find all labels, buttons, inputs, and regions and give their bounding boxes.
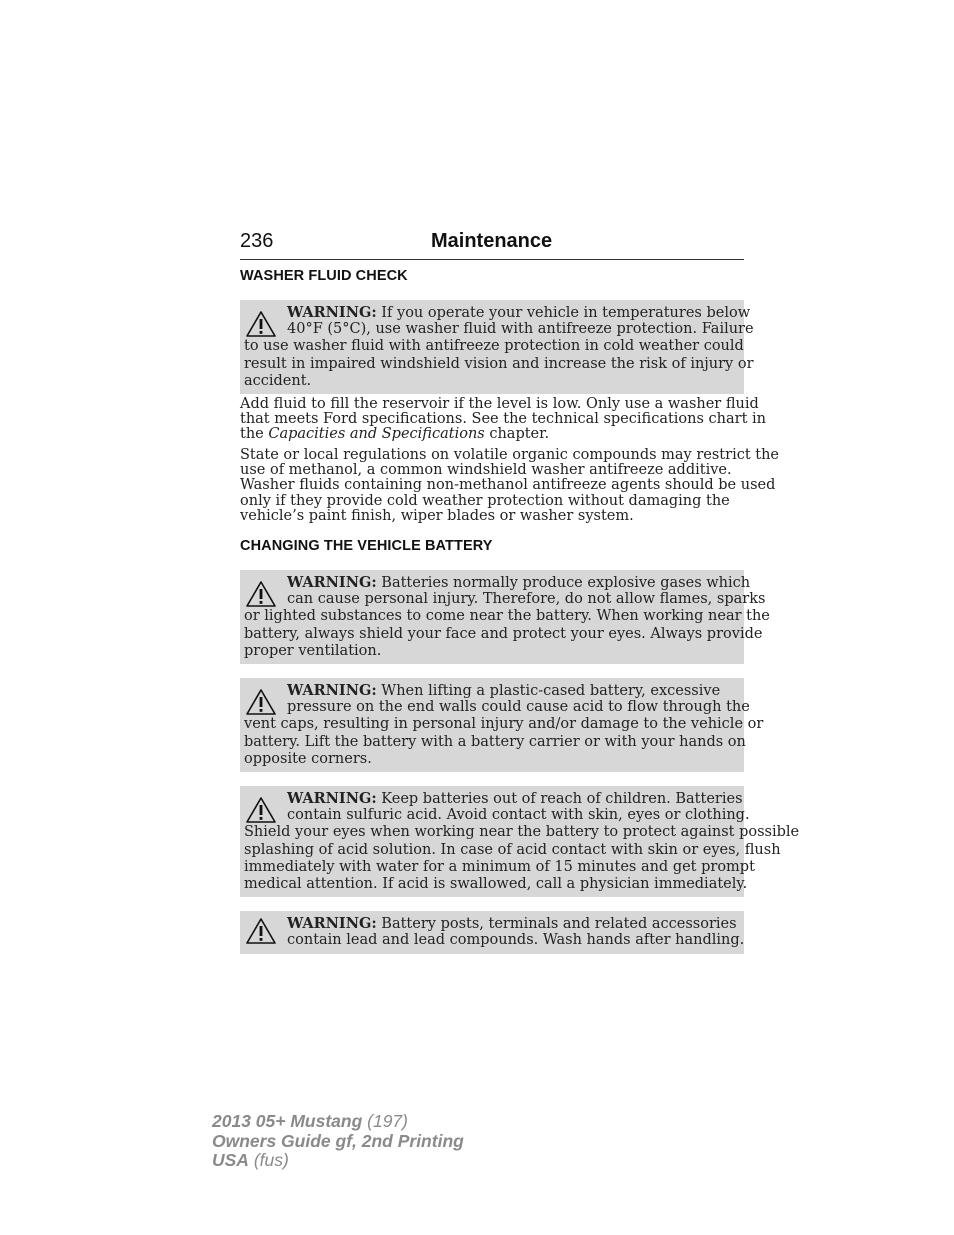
paragraph-line: vehicle’s paint finish, wiper blades or washer system. bbox=[240, 507, 634, 524]
warning-text: When lifting a plastic-cased battery, excessive bbox=[381, 683, 721, 699]
warning-box-lead bbox=[240, 911, 744, 954]
section-title-washer-fluid-check: WASHER FLUID CHECK bbox=[240, 268, 408, 284]
warning-text: If you operate your vehicle in temperatures below bbox=[381, 305, 751, 321]
footer-market-code: (fus) bbox=[248, 1150, 289, 1170]
warning-line: vent caps, resulting in personal injury and/or damage to the vehicle or bbox=[244, 716, 764, 733]
paragraph-line bbox=[240, 427, 744, 442]
warning-label: WARNING: bbox=[287, 304, 377, 321]
warning-text: Batteries normally produce explosive gases which bbox=[381, 575, 751, 591]
warning-line: medical attention. If acid is swallowed, call a physician immediately. bbox=[244, 875, 748, 892]
page-title: Maintenance bbox=[431, 230, 553, 252]
warning-line: pressure on the end walls could cause acid to flow through the bbox=[287, 699, 750, 716]
paragraph-line: State or local regulations on volatile organic compounds may restrict the bbox=[240, 447, 780, 463]
warning-line bbox=[244, 574, 751, 591]
warning-line: proper ventilation. bbox=[244, 642, 382, 659]
warning-line: or lighted substances to come near the battery. When working near the bbox=[244, 608, 770, 625]
paragraph-regulations bbox=[240, 447, 780, 524]
warning-line: contain lead and lead compounds. Wash hands after handling. bbox=[287, 932, 745, 949]
warning-box-plastic-cased-battery bbox=[240, 678, 764, 772]
paragraph-line: that meets Ford specifications. See the technical specifications chart in bbox=[240, 411, 766, 428]
warning-line bbox=[244, 304, 751, 321]
text-run: chapter. bbox=[484, 426, 550, 443]
warning-box-children-acid bbox=[240, 786, 800, 897]
footer-line bbox=[212, 1132, 464, 1152]
warning-line bbox=[244, 790, 743, 807]
warning-line: contain sulfuric acid. Avoid contact with skin, eyes or clothing. bbox=[287, 807, 750, 824]
warning-line bbox=[244, 682, 738, 699]
warning-triangle-icon bbox=[245, 917, 277, 945]
warning-line: Shield your eyes when working near the battery to protect against possible bbox=[244, 824, 800, 841]
warning-line bbox=[244, 915, 738, 932]
footer-guide: Owners Guide gf, 2nd Printing bbox=[212, 1130, 464, 1151]
warning-line: 40°F (5°C), use washer fluid with antifreeze protection. Failure bbox=[287, 321, 754, 338]
warning-box-antifreeze bbox=[240, 300, 754, 394]
warning-line: battery. Lift the battery with a battery carrier or with your hands on bbox=[244, 733, 746, 750]
warning-text: Keep batteries out of reach of children. Batteries bbox=[381, 791, 743, 807]
warning-line: can cause personal injury. Therefore, do not allow flames, sparks bbox=[287, 591, 766, 608]
paragraph-line: only if they provide cold weather protection without damaging the bbox=[240, 492, 730, 509]
footer-model: 2013 05+ Mustang bbox=[212, 1111, 363, 1131]
warning-label: WARNING: bbox=[287, 915, 377, 932]
section-title-changing-battery: CHANGING THE VEHICLE BATTERY bbox=[240, 538, 493, 554]
footer-market: USA bbox=[212, 1150, 249, 1170]
footer-line bbox=[212, 1112, 464, 1132]
warning-triangle-icon bbox=[245, 688, 277, 716]
footer-line bbox=[212, 1151, 464, 1171]
warning-line: result in impaired windshield vision and increase the risk of injury or bbox=[244, 355, 754, 372]
warning-line: opposite corners. bbox=[244, 750, 372, 767]
chapter-reference: Capacities and Specifications bbox=[268, 426, 485, 443]
warning-triangle-icon bbox=[245, 580, 277, 608]
warning-line: battery, always shield your face and protect your eyes. Always provide bbox=[244, 625, 763, 642]
warning-box-explosive-gases bbox=[240, 570, 770, 664]
footer-code: (197) bbox=[362, 1111, 408, 1131]
page-footer bbox=[212, 1112, 464, 1171]
paragraph-line: Add fluid to fill the reservoir if the level is low. Only use a washer fluid bbox=[240, 396, 759, 412]
paragraph-line: use of methanol, a common windshield washer antifreeze additive. bbox=[240, 462, 732, 479]
warning-line: accident. bbox=[244, 372, 312, 389]
warning-line: splashing of acid solution. In case of acid contact with skin or eyes, flush bbox=[244, 841, 781, 858]
page-number: 236 bbox=[240, 230, 274, 252]
warning-text: Battery posts, terminals and related accessories bbox=[381, 916, 737, 932]
warning-triangle-icon bbox=[245, 796, 277, 824]
warning-triangle-icon bbox=[245, 310, 277, 338]
paragraph-add-fluid bbox=[240, 396, 766, 443]
warning-label: WARNING: bbox=[287, 574, 377, 591]
warning-label: WARNING: bbox=[287, 790, 377, 807]
page-header bbox=[240, 228, 744, 260]
text-run: the bbox=[240, 426, 269, 443]
warning-label: WARNING: bbox=[287, 682, 377, 699]
warning-line: immediately with water for a minimum of 15 minutes and get prompt bbox=[244, 858, 755, 875]
paragraph-line: Washer fluids containing non-methanol antifreeze agents should be used bbox=[240, 477, 776, 494]
warning-line: to use washer fluid with antifreeze protection in cold weather could bbox=[244, 338, 744, 355]
